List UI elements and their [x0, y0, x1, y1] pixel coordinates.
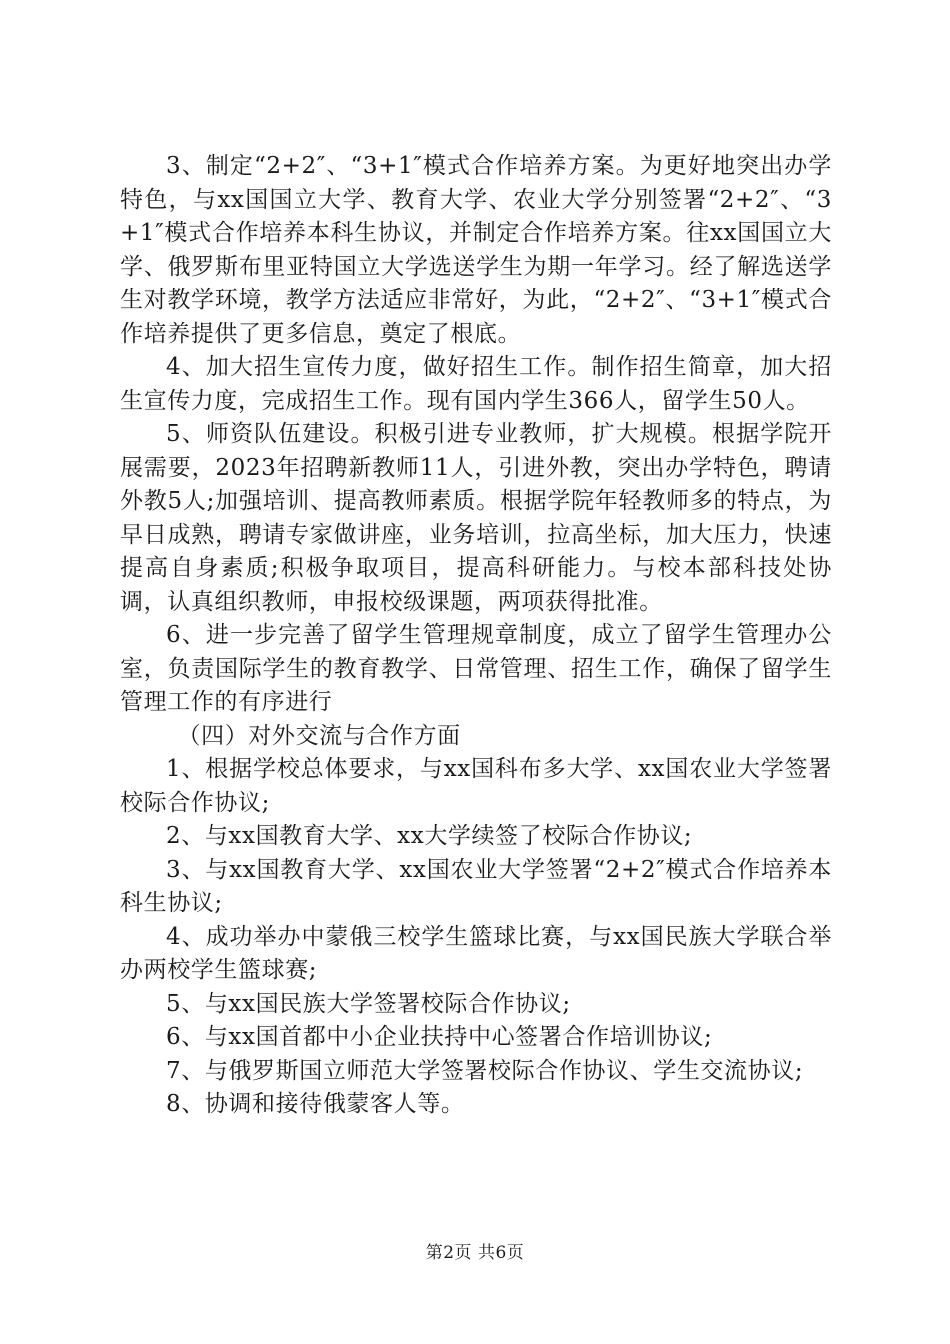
paragraph-faculty: 5、师资队伍建设。积极引进专业教师，扩大规模。根据学院开展需要，2023年招聘新教师11人，引进外教，突出办学特色，聘请外教5人;加强培训、提高教师素质。根据学院年轻教师多的特点，为早日成熟，聘请专家做讲座，业务培训，拉高坐标，加大压力，快速提高自身素质;积极争取项目，提高科研能力。与校本部科技处协调，认真组织教师，申报校级课题，两项获得批准。 — [120, 421, 832, 615]
page-number-footer: 第2页 共6页 — [425, 1243, 525, 1263]
list-item: 6、与xx国首都中小企业扶持中心签署合作培训协议; — [166, 1024, 713, 1050]
paragraph-student-management: 6、进一步完善了留学生管理规章制度，成立了留学生管理办公室，负责国际学生的教育教学、日常管理、招生工作，确保了留学生管理工作的有序进行 — [120, 622, 832, 715]
list-item: 1、根据学校总体要求，与xx国科布多大学、xx国农业大学签署校际合作协议; — [120, 756, 832, 816]
list-item: 5、与xx国民族大学签署校际合作协议; — [166, 990, 571, 1017]
list-item: 8、协调和接待俄蒙客人等。 — [166, 1091, 465, 1117]
paragraph-training-model: 3、制定“2+2″、“3+1″模式合作培养方案。为更好地突出办学特色，与xx国国立大学、教育大学、农业大学分别签署“2+2″、“3+1″模式合作培养本科生协议，并制定合作培养方案。往xx国国立大学、俄罗斯布里亚特国立大学选送学生为期一年学习。经了解选送学生对教学环境，教学方法适应非常好，为此，“2+2″、“3+1″模式合作培养提供了更多信息，奠定了根底。 — [120, 153, 832, 347]
document-body — [120, 150, 832, 1122]
list-item: 7、与俄罗斯国立师范大学签署校际合作协议、学生交流协议; — [166, 1057, 804, 1084]
list-item: 3、与xx国教育大学、xx国农业大学签署“2+2″模式合作培养本科生协议; — [120, 856, 832, 916]
list-item: 4、成功举办中蒙俄三校学生篮球比赛，与xx国民族大学联合举办两校学生篮球赛; — [120, 923, 832, 983]
list-item: 2、与xx国教育大学、xx大学续签了校际合作协议; — [166, 823, 693, 849]
section-heading: （四）对外交流与合作方面 — [177, 722, 461, 749]
paragraph-enrollment: 4、加大招生宣传力度，做好招生工作。制作招生简章，加大招生宣传力度，完成招生工作。现有国内学生366人，留学生50人。 — [120, 354, 832, 414]
